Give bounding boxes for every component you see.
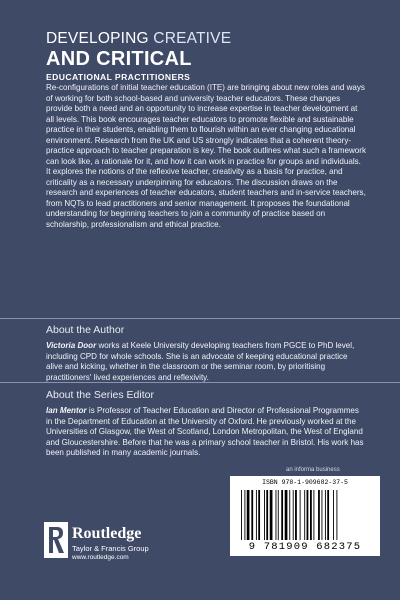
editor-bio-text: is Professor of Teacher Education and Director of Professional Programmes in the Department of Education at the University of Oxford. He previously worked at the Universities of Glasgow, the West of Scotland, London Metropolitan, the West of England and Gloucestershire. Before that he was a primary school teacher in Bristol. His work has been published in many academic journals. xyxy=(46,406,364,457)
editor-bio xyxy=(46,406,366,459)
isbn-barcode xyxy=(230,476,380,556)
publisher-group: Taylor & Francis Group xyxy=(72,544,149,553)
about-author-heading: About the Author xyxy=(46,324,125,336)
informa-tagline: an informa business xyxy=(286,467,340,473)
editor-name: Ian Mentor xyxy=(46,406,87,415)
publisher-name: Routledge xyxy=(72,525,142,542)
publisher-url: www.routledge.com xyxy=(72,554,129,561)
divider-author xyxy=(0,318,400,319)
title-line-2: AND CRITICAL xyxy=(46,48,192,70)
barcode-number: 9 781909 682375 xyxy=(248,541,362,553)
title-line-3: EDUCATIONAL PRACTITIONERS xyxy=(46,72,191,82)
title-line-1 xyxy=(46,30,376,47)
isbn-label: ISBN 978-1-909682-37-5 xyxy=(262,479,348,486)
about-editor-heading: About the Series Editor xyxy=(46,389,154,401)
title-word-developing: DEVELOPING xyxy=(46,30,149,47)
divider-editor xyxy=(0,382,400,383)
publisher-logo-block xyxy=(44,522,244,572)
author-name: Victoria Door xyxy=(46,341,97,350)
book-description: Re-configurations of initial teacher education (ITE) are bringing about new roles and ways of working for both school-based and university teacher educators. These changes provide both a need and an opportunity to increase expertise in teacher development at all levels. This book encourages teacher educators to promote flexible and sustainable practice in their students, enabling them to flourish within an ever changing educational environment. Research from the UK and US strongly indicates that a coherent theory-practice approach to teacher preparation is key. The book outlines what such a framework can look like, a rationale for it, and how it can work in practice for groups and individuals. It explores the notions of the reflexive teacher, creativity as a basis for practice, and criticality as a necessary underpinning for educators. The discussion draws on the research and experiences of teacher educators, student teachers and in-service teachers, from NQTs to lead practitioners and senior management. It proposes the foundational understanding for beginning teachers to join a community of practice based on scholarship, professionalism and ethical practice. xyxy=(46,83,366,229)
barcode-icon xyxy=(240,490,370,540)
author-bio xyxy=(46,341,366,383)
routledge-logo-icon xyxy=(44,522,68,558)
title-word-creative: CREATIVE xyxy=(153,30,232,47)
author-bio-text: works at Keele University developing teachers from PGCE to PhD level, including CPD for whole schools. She is an advocate of keeping educational practice alive and kicking, whether in the classroom or the seminar room, by prioritising practitioners' lived experiences and reflexivity. xyxy=(46,341,355,382)
book-title xyxy=(46,30,376,82)
